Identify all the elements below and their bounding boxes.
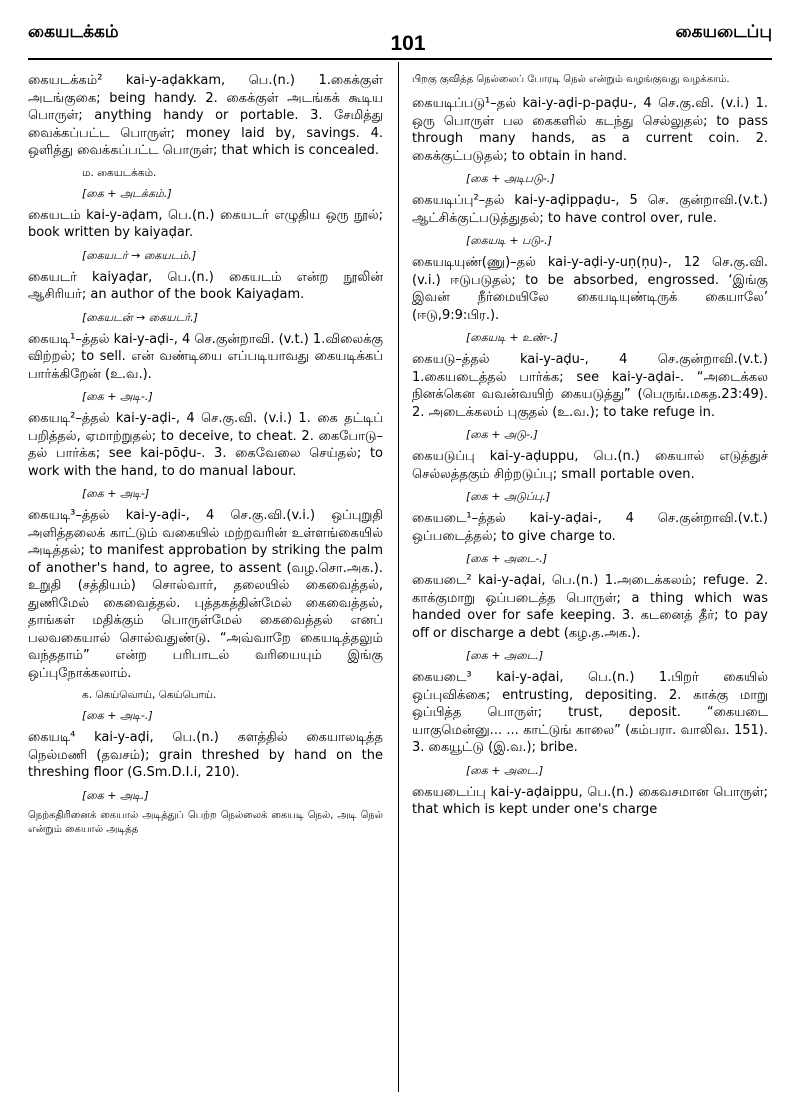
cognate-note: க. கெய்வொய், கெய்பொய். [82, 689, 217, 701]
etymology: [கை + அடிபடு-.] [466, 172, 555, 185]
etymology: [கை + அடி-.] [82, 709, 153, 722]
etymology: [கை + அடை-.] [466, 552, 548, 565]
dictionary-entry: கையடம் kai-y-aḍam, பெ.(n.) கையடர் எழுதிய ஒரு நூல்; book written by kaiyaḍar. [28, 207, 383, 240]
dictionary-entry: கையடை³ kai-y-aḍai, பெ.(n.) 1.பிறர் கையில் ஒப்புவிக்கை; entrusting, depositing. 2. காக்கு மாறு ஒப்பித்த பொருள்; trust, deposit. “கையடை யாகுமென்னு... ... காட்டுங் காலை” (கம்பரா. வாலிவ. 151). 3. கையூட்டு (இ.வ.); bribe. [412, 670, 768, 755]
dictionary-entry: கையடுப்பு kai-y-aḍuppu, பெ.(n.) கையால் எடுத்துச் செல்லத்தகும் சிற்றடுப்பு; small portable oven. [412, 449, 768, 482]
running-head-right: கையடைப்பு [675, 22, 772, 42]
dictionary-entry: கையடி³–த்தல் kai-y-aḍi-, 4 செ.கு.வி.(v.i.) ஒப்புறுதி அளித்தலைக் காட்டும் வகையில் மற்றவரின் உள்ளங்கையில் அடித்தல்; to manifest approbation by striking the palm of another's hand, to agree, to assent (வழ.சொ.அக.). உறுதி (சத்தியம்) சொல்வார், தலையில் கைவைத்தல், துணிமேல் கைவைத்தல். புத்தகத்தின்மேல் கைவைத்தல், தாங்கள் மதிக்கும் பொருள்மேல் கைவைத்தல் எனப் பலவகையால் சொல்வதுண்டு. “அவ்வாறே கையடித்தலும் வந்ததாம்” என்ற பரிபாடல் வரியையும் இங்கு ஒப்புநோக்கலாம். [28, 508, 383, 681]
etymology: [கை + அடி.] [82, 788, 149, 802]
etymology: [கை + அடி-.] [82, 390, 153, 403]
dictionary-entry: கையடை² kai-y-aḍai, பெ.(n.) 1.அடைக்கலம்; refuge. 2. காக்குமாறு ஒப்படைத்த பொருள்; a thing which was handed over for safe keeping. 3. கடனைத் தீர்; to pay off or discharge a debt (கழ.த.அக.). [412, 573, 768, 641]
running-head-left: கையடக்கம் [28, 22, 119, 42]
page-header [28, 8, 772, 55]
etymology: [கை + அடுப்பு.] [466, 490, 551, 503]
dictionary-entry: கையடியுண்(ணு)–தல் kai-y-aḍi-y-uṇ(ṇu)-, 12 செ.கு.வி.(v.i.) ஈடுபடுதல்; to be absorbed, engrossed. ‘இங்கு இவன் நீர்மையிலே கையடியுண்டிருக் கையாலே’ (ஈடு,9:9:பிர.). [412, 255, 768, 323]
page-number: 101 [390, 32, 426, 55]
dictionary-entry: கையடர் kaiyaḍar, பெ.(n.) கையடம் என்ற நூலின் ஆசிரியர்; an author of the book Kaiyaḍam. [28, 269, 383, 302]
continued-text: பிறகு குவித்த நெல்லைப் போரடி நெல் என்றும் வழங்குவது வழக்காம். [412, 74, 730, 85]
column-divider [398, 62, 399, 1092]
continued-text: நெற்கதிரினைக் கையால் அடித்துப் பெற்ற நெல்லைக் கையடி நெல், அடி நெல் என்றும் கையால் அடித்த [28, 809, 383, 835]
etymology: [கை + அடை.] [466, 649, 544, 662]
dictionary-entry: கையடிப்பு²–தல் kai-y-aḍippaḍu-, 5 செ. குன்றாவி.(v.t.) ஆட்சிக்குட்படுத்துதல்; to have control over, rule. [412, 193, 768, 226]
etymology: [கை + அடை.] [466, 763, 544, 777]
dictionary-entry: கையடிப்படு¹–தல் kai-y-aḍi-p-paḍu-, 4 செ.கு.வி. (v.i.) 1. ஒரு பொருள் பல கைகளில் கடந்து செல்லுதல்; to pass through many hands, as a current coin. 2. கைக்குட்படுதல்; to obtain in hand. [412, 96, 768, 164]
dictionary-entry: கையடைப்பு kai-y-aḍaippu, பெ.(n.) கைவசமான பொருள்; that which is kept under one's charge [412, 784, 768, 817]
etymology: [கை + அடு-.] [466, 428, 538, 441]
etymology: [கை + அடி-] [82, 487, 150, 500]
etymology: [கை + அடக்கம்.] [82, 186, 172, 200]
etymology: [கையடர் → கையடம்.] [82, 248, 197, 262]
etymology: [கையடன் → கையடர்.] [82, 310, 198, 324]
dictionary-entry: கையடை¹–த்தல் kai-y-aḍai-, 4 செ.குன்றாவி.(v.t.) ஒப்படைத்தல்; to give charge to. [412, 511, 768, 544]
cognate-note: ம. கையடக்கம். [82, 166, 157, 179]
right-column [412, 72, 768, 1098]
dictionary-entry: கையடி⁴ kai-y-aḍi, பெ.(n.) களத்தில் கையாலடித்த நெல்மணி (தவசம்); grain threshed by hand on the threshing floor (G.Sm.D.I.i, 210). [28, 730, 383, 780]
header-rule [28, 58, 772, 60]
etymology: [கையடி + படு-.] [466, 234, 552, 247]
etymology: [கையடி + உண்-.] [466, 331, 558, 344]
dictionary-entry: கையடக்கம்² kai-y-aḍakkam, பெ.(n.) 1.கைக்குள் அடங்குகை; being handy. 2. கைக்குள் அடங்கக் கூடிய பொருள்; anything handy or portable. 3. சேமித்து வைக்கப்பட்ட பொருள்; money laid by, savings. 4. ஒளித்து வைக்கப்பட்ட பொருள்; that which is concealed. [28, 73, 383, 158]
left-column [28, 72, 383, 1098]
dictionary-entry: கையடு–த்தல் kai-y-aḍu-, 4 செ.குன்றாவி.(v.t.) 1.கையடைத்தல் பார்க்க; see kai-y-aḍai-. “அடைக்கல நினக்கென வவன்வயிற் கையடுத்து” (பெருங்.மகத.23:49). 2. அடைக்கலம் புகுதல் (உ.வ.); to take refuge in. [412, 352, 768, 420]
dictionary-entry: கையடி¹–த்தல் kai-y-aḍi-, 4 செ.குன்றாவி. (v.t.) 1.விலைக்கு விற்றல்; to sell. என் வண்டியை எப்படியாவது கையடிக்கப் பார்க்கிறேன் (உ.வ.). [28, 331, 383, 382]
dictionary-entry: கையடி²–த்தல் kai-y-aḍi-, 4 செ.கு.வி. (v.i.) 1. கை தட்டிப் பறித்தல், ஏமாற்றுதல்; to deceive, to cheat. 2. கைபோடு–தல் பார்க்க; see kai-pōḍu-. 3. கைவேலை செய்தல்; to work with the hand, to do manual labour. [28, 411, 383, 479]
